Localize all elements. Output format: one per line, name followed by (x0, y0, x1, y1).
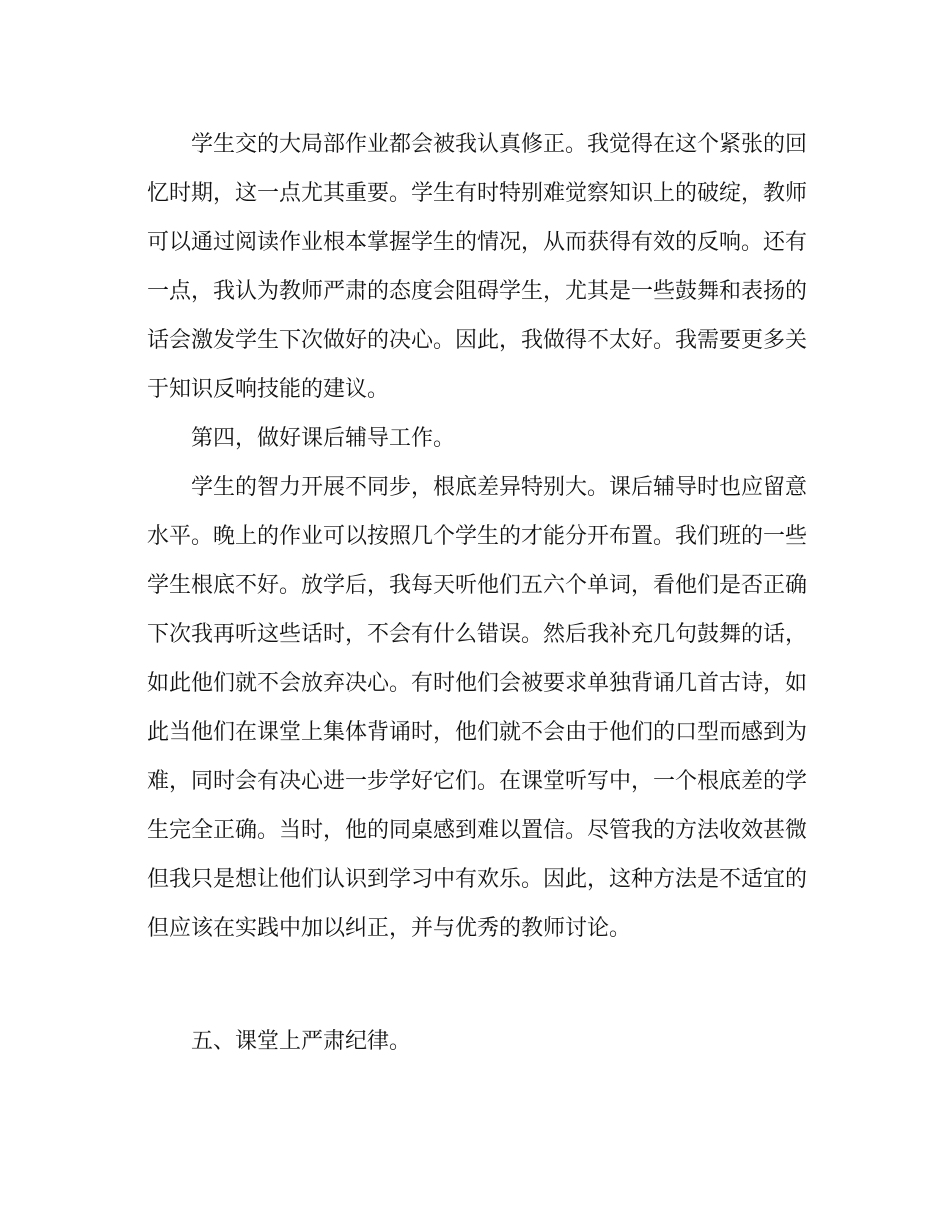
paragraph-1-line-5: 话会激发学生下次做好的决心。因此，我做得不太好。我需要更多关 (147, 328, 807, 353)
paragraph-2-line-10: 但应该在实践中加以纠正，并与优秀的教师讨论。 (147, 916, 632, 941)
paragraph-2-line-9: 但我只是想让他们认识到学习中有欢乐。因此，这种方法是不适宜的 (147, 867, 807, 892)
paragraph-2-line-6: 此当他们在课堂上集体背诵时，他们就不会由于他们的口型而感到为 (147, 720, 807, 745)
paragraph-1-line-3: 可以通过阅读作业根本掌握学生的情况，从而获得有效的反响。还有 (147, 230, 807, 255)
section-heading-5: 五、课堂上严肃纪律。 (191, 1029, 412, 1054)
paragraph-1-line-1: 学生交的大局部作业都会被我认真修正。我觉得在这个紧张的回 (191, 132, 807, 157)
paragraph-1-line-4: 一点，我认为教师严肃的态度会阻碍学生，尤其是一些鼓舞和表扬的 (147, 279, 807, 304)
paragraph-1-line-6: 于知识反响技能的建议。 (147, 377, 390, 402)
paragraph-2-line-1: 学生的智力开展不同步，根底差异特别大。课后辅导时也应留意 (191, 475, 807, 500)
paragraph-2-line-3: 学生根底不好。放学后，我每天听他们五六个单词，看他们是否正确 (147, 573, 807, 598)
section-heading-4: 第四，做好课后辅导工作。 (191, 426, 456, 451)
paragraph-2-line-4: 下次我再听这些话时，不会有什么错误。然后我补充几句鼓舞的话， (147, 622, 807, 647)
paragraph-2-line-7: 难，同时会有决心进一步学好它们。在课堂听写中，一个根底差的学 (147, 769, 807, 794)
paragraph-1-line-2: 忆时期，这一点尤其重要。学生有时特别难觉察知识上的破绽，教师 (147, 181, 807, 206)
paragraph-2-line-5: 如此他们就不会放弃决心。有时他们会被要求单独背诵几首古诗，如 (147, 671, 807, 696)
paragraph-2-line-2: 水平。晚上的作业可以按照几个学生的才能分开布置。我们班的一些 (147, 524, 807, 549)
paragraph-2-line-8: 生完全正确。当时，他的同桌感到难以置信。尽管我的方法收效甚微 (147, 818, 807, 843)
